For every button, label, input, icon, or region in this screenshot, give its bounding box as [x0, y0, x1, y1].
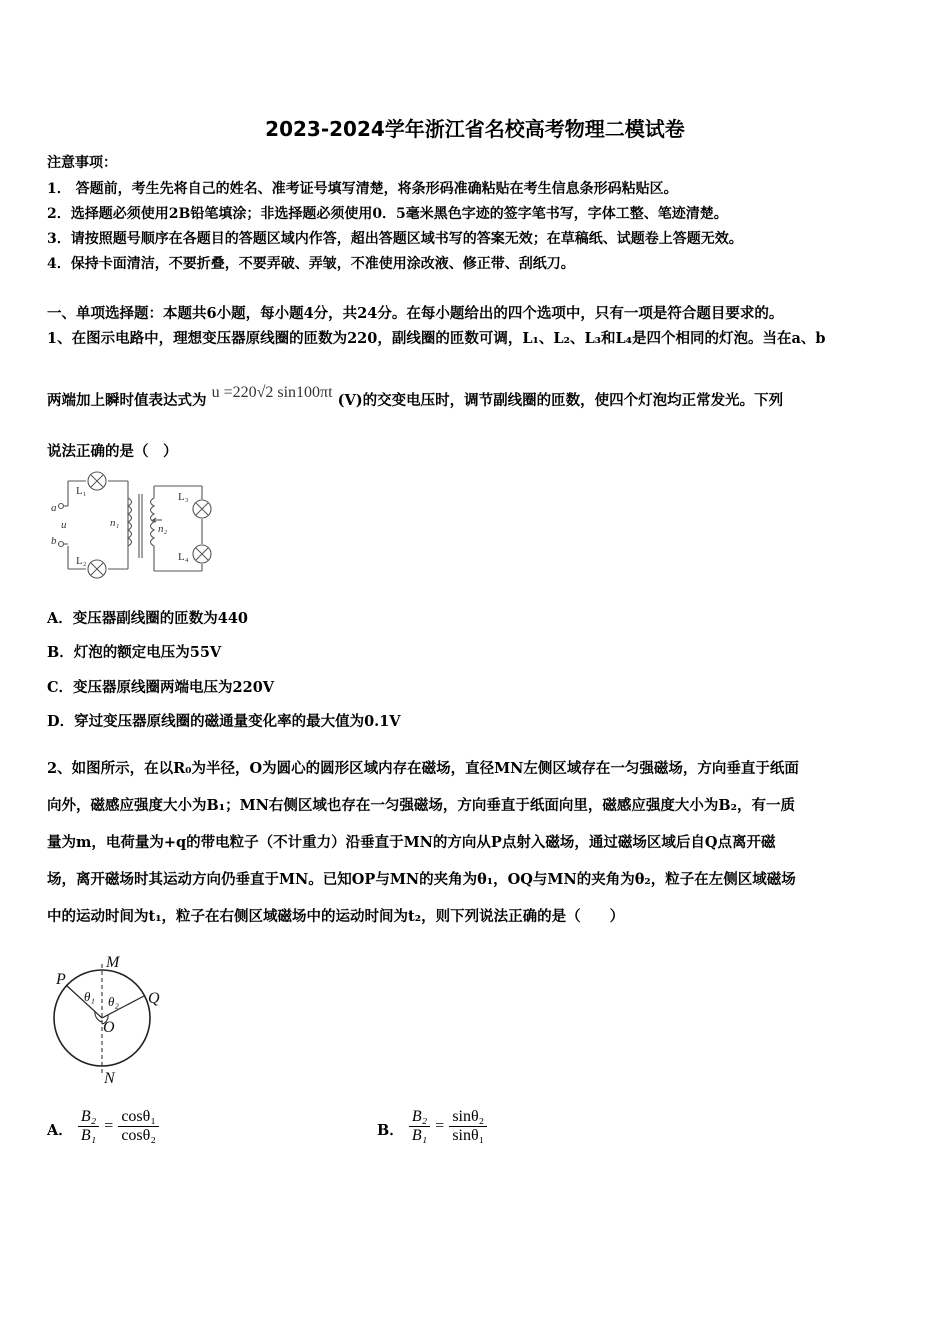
label-n: N [104, 1070, 115, 1087]
q1-formula: u =220√2 sin100πt [211, 384, 333, 401]
q2-option-a-label: A． [47, 1121, 73, 1139]
q2-option-b-right-fraction [449, 1108, 487, 1145]
q1-option-d: D．穿过变压器原线圈的磁通量变化率的最大值为0.1V [47, 713, 401, 730]
q2-line-1: 2、如图所示，在以R₀为半径，O为圆心的圆形区域内存在磁场，直径MN左侧区域存在一匀强磁场，方向垂直于纸面 [47, 760, 799, 777]
q2-option-a-num-right: cosθ₁ [118, 1108, 159, 1127]
q2-option-b-label: B． [377, 1121, 404, 1139]
label-n1: n₁ [110, 517, 120, 529]
section-heading: 一、单项选择题：本题共6小题，每小题4分，共24分。在每小题给出的四个选项中，只有一项是符合题目要求的。 [47, 305, 784, 322]
label-l3: L₃ [178, 491, 189, 503]
label-n2: n₂ [158, 523, 168, 535]
label-l4: L₄ [178, 551, 189, 563]
q2-line-3: 量为m，电荷量为+q的带电粒子（不计重力）沿垂直于MN的方向从P点射入磁场，通过磁场区域后自Q点离开磁 [47, 834, 776, 851]
q1-option-c: C．变压器原线圈两端电压为220V [47, 679, 275, 696]
notice-item-1: 1． 答题前，考生先将自己的姓名、准考证号填写清楚，将条形码准确粘贴在考生信息条形码粘贴区。 [47, 181, 678, 197]
label-l1: L₁ [76, 485, 87, 497]
q2-option-a-num-left: B₂ [78, 1108, 99, 1127]
notice-item-3: 3．请按照题号顺序在各题目的答题区域内作答，超出答题区域书写的答案无效；在草稿纸、试题卷上答题无效。 [47, 231, 743, 247]
notice-item-4: 4．保持卡面清洁，不要折叠，不要弄破、弄皱，不准使用涂改液、修正带、刮纸刀。 [47, 256, 575, 272]
q2-option-b-den-right: sinθ₁ [452, 1127, 485, 1144]
q1-line-3: 说法正确的是（ ） [47, 443, 178, 460]
q2-line-5: 中的运动时间为t₁，粒子在右侧区域磁场中的运动时间为t₂，则下列说法正确的是（ ） [47, 908, 625, 925]
q1-option-b: B．灯泡的额定电压为55V [47, 644, 222, 661]
q2-option-b-left-fraction [409, 1108, 430, 1145]
q2-line-2: 向外，磁感应强度大小为B₁；MN右侧区域也存在一匀强磁场，方向垂直于纸面向里，磁感应强度大小为B₂，有一质 [47, 797, 796, 814]
notice-heading: 注意事项： [47, 155, 117, 171]
notice-item-2: 2．选择题必须使用2B铅笔填涂；非选择题必须使用0．5毫米黑色字迹的签字笔书写，字体工整、笔迹清楚。 [47, 206, 728, 222]
q2-option-b-num-left: B₂ [409, 1108, 430, 1127]
label-theta2: θ₂ [108, 994, 119, 1009]
q2-option-b: B． $\frac{\text{B₂}}{\text{B₁}}$ = $\frac{\text{sinθ₂}}{\text{sinθ₁}}$ [377, 1108, 487, 1145]
q1-line-1: 1、在图示电路中，理想变压器原线圈的匝数为220，副线圈的匝数可调，L₁、L₂、L₃和L₄是四个相同的灯泡。当在a、b [47, 330, 826, 347]
q2-option-a-den-right: cosθ₂ [121, 1127, 156, 1144]
q1-line-2-pre: 两端加上瞬时值表达式为 [47, 392, 207, 409]
label-o: O [103, 1019, 115, 1036]
label-p: P [56, 971, 66, 988]
label-l2: L₂ [76, 555, 87, 567]
q2-option-a: A． $\frac{\text{B₂}}{\text{B₁}}$ = $\frac{\text{cosθ₁}}{\text{cosθ₂}}$ [47, 1108, 159, 1145]
transformer-circuit-figure [50, 468, 225, 580]
label-q: Q [148, 990, 160, 1007]
magnetic-field-circle-figure [48, 950, 168, 1090]
label-m: M [106, 954, 120, 971]
q1-option-a: A．变压器副线圈的匝数为440 [47, 610, 249, 627]
label-u: u [61, 519, 67, 531]
q2-line-4: 场，离开磁场时其运动方向仍垂直于MN。已知OP与MN的夹角为θ₁，OQ与MN的夹角为θ₂，粒子在左侧区域磁场 [47, 871, 796, 888]
label-b: b [51, 535, 57, 547]
q1-line-2-post: (V)的交变电压时，调节副线圈的匝数，使四个灯泡均正常发光。下列 [337, 392, 784, 409]
q2-option-a-den-left: B₁ [80, 1127, 97, 1144]
q2-option-b-num-right: sinθ₂ [449, 1108, 487, 1127]
label-theta1: θ₁ [84, 989, 95, 1004]
q2-option-b-den-left: B₁ [411, 1127, 428, 1144]
label-a: a [51, 502, 57, 514]
page-title: 2023-2024学年浙江省名校高考物理二模试卷 [265, 117, 685, 141]
q2-option-a-left-fraction [78, 1108, 99, 1145]
q2-option-a-right-fraction [118, 1108, 159, 1145]
q1-line-2 [47, 384, 784, 410]
